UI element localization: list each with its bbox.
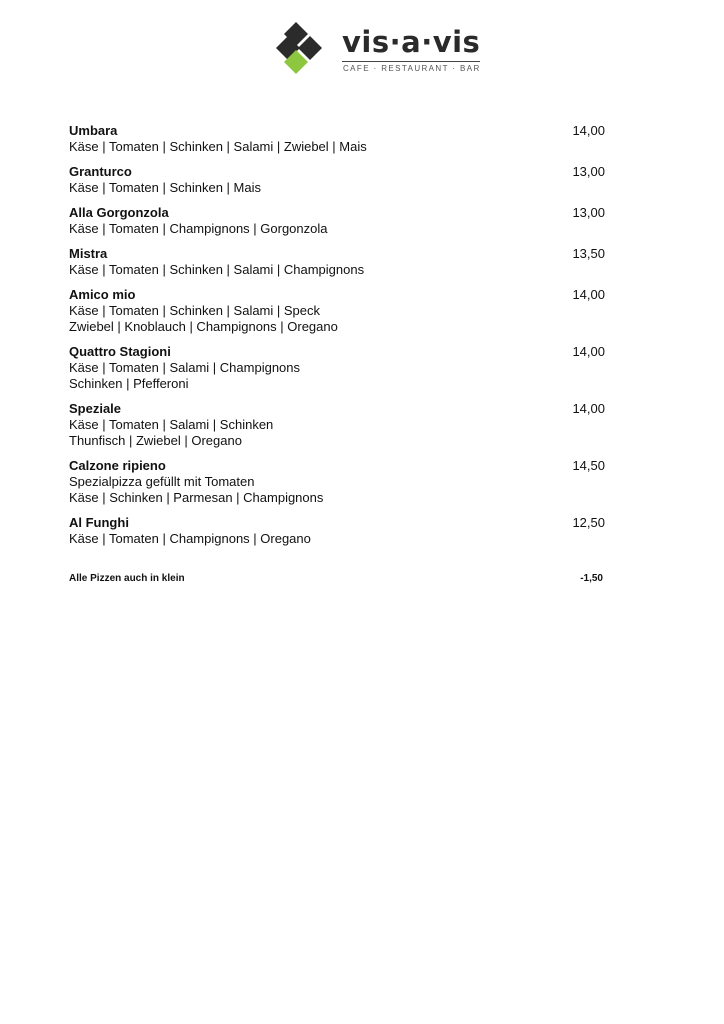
pizza-menu <box>69 123 609 556</box>
item-price: 14,00 <box>572 287 605 302</box>
item-ingredients: Käse | Tomaten | Salami | Schinken <box>69 417 274 432</box>
menu-item <box>69 287 609 335</box>
diamond-logo-icon <box>276 18 338 80</box>
item-price: 14,00 <box>572 401 605 416</box>
item-ingredients: Zwiebel | Knoblauch | Champignons | Oregano <box>69 319 338 334</box>
item-name: Al Funghi <box>69 515 129 530</box>
item-price: 13,00 <box>572 164 605 179</box>
note-label: Alle Pizzen auch in klein <box>69 573 185 584</box>
menu-item <box>69 515 609 547</box>
item-name: Mistra <box>69 246 108 261</box>
item-ingredients: Käse | Tomaten | Salami | Champignons <box>69 360 301 375</box>
menu-item <box>69 205 609 237</box>
item-price: 14,00 <box>572 123 605 138</box>
item-ingredients: Käse | Tomaten | Champignons | Gorgonzola <box>69 221 328 236</box>
note-discount: -1,50 <box>580 573 603 584</box>
small-pizza-note <box>69 572 603 586</box>
item-name: Granturco <box>69 164 132 179</box>
item-price: 13,00 <box>572 205 605 220</box>
item-name: Calzone ripieno <box>69 458 166 473</box>
menu-item <box>69 123 609 155</box>
item-ingredients: Käse | Tomaten | Schinken | Salami | Speck <box>69 303 321 318</box>
item-ingredients: Käse | Tomaten | Schinken | Salami | Champignons <box>69 262 365 277</box>
item-name: Quattro Stagioni <box>69 344 171 359</box>
menu-item <box>69 401 609 449</box>
logo-wordmark: vis·a·vis <box>342 25 481 59</box>
menu-item <box>69 246 609 278</box>
item-ingredients: Käse | Schinken | Parmesan | Champignons <box>69 490 324 505</box>
item-ingredients: Käse | Tomaten | Schinken | Salami | Zwiebel | Mais <box>69 139 367 154</box>
item-ingredients: Käse | Tomaten | Schinken | Mais <box>69 180 261 195</box>
item-ingredients: Käse | Tomaten | Champignons | Oregano <box>69 531 311 546</box>
item-ingredients: Schinken | Pfefferoni <box>69 376 189 391</box>
menu-item <box>69 344 609 392</box>
logo-divider <box>342 61 480 62</box>
item-name: Amico mio <box>69 287 136 302</box>
item-price: 13,50 <box>572 246 605 261</box>
item-name: Alla Gorgonzola <box>69 205 169 220</box>
menu-item <box>69 164 609 196</box>
item-price: 14,00 <box>572 344 605 359</box>
item-name: Speziale <box>69 401 122 416</box>
item-price: 12,50 <box>572 515 605 530</box>
item-ingredients: Thunfisch | Zwiebel | Oregano <box>69 433 242 448</box>
item-ingredients: Spezialpizza gefüllt mit Tomaten <box>69 474 255 489</box>
item-price: 14,50 <box>572 458 605 473</box>
menu-item <box>69 458 609 506</box>
logo-tagline: CAFE · RESTAURANT · BAR <box>343 64 481 73</box>
logo <box>276 18 486 80</box>
item-name: Umbara <box>69 123 118 138</box>
